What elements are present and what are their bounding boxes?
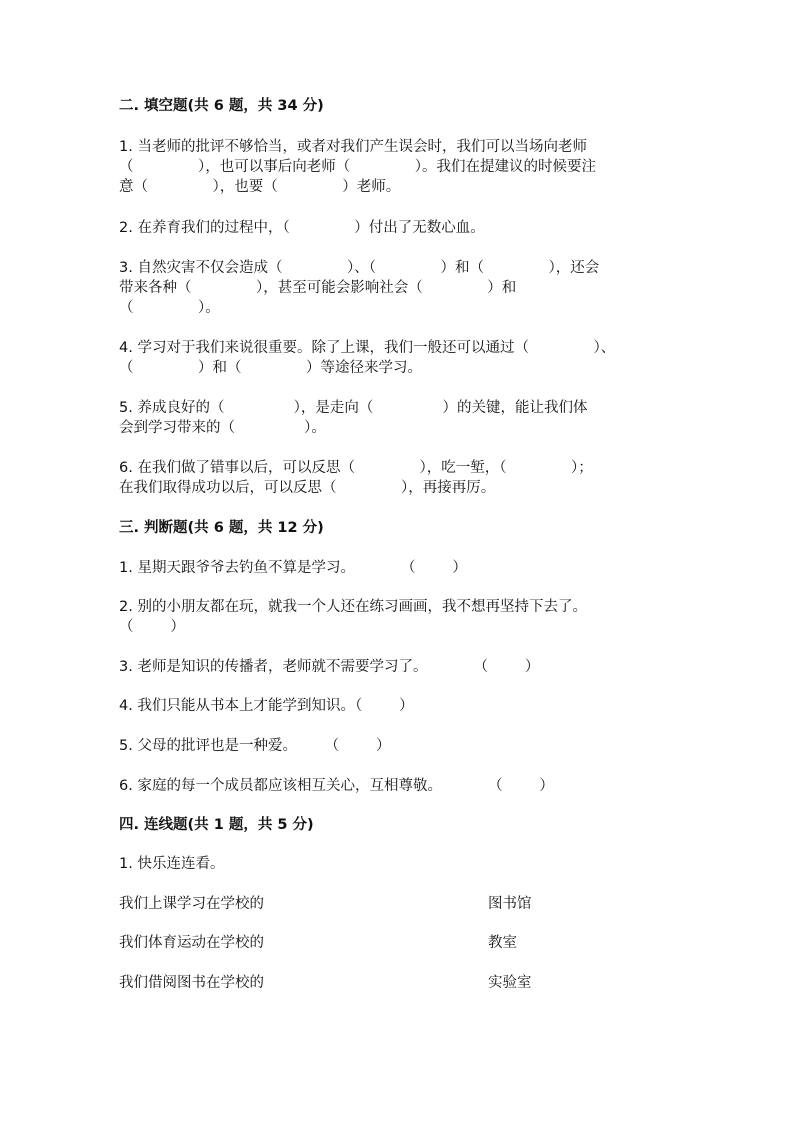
fill-q6-line2: 在我们取得成功以后，可以反思（ ），再接再厉。	[119, 480, 496, 496]
match-left-item: 我们体育运动在学校的	[119, 935, 264, 951]
fill-q4-line2: （ ）和（ ）等途径来学习。	[119, 360, 423, 376]
fill-q1-line2: （ ），也可以事后向老师（ ）。我们在提建议的时候要注	[119, 159, 597, 175]
fill-q1-line3: 意（ ），也要（ ）老师。	[119, 179, 401, 195]
fill-q3-line1: 3. 自然灾害不仅会造成（ ）、（ ）和（ ），还会	[119, 260, 600, 276]
judge-q5: 5. 父母的批评也是一种爱。 （ ）	[119, 738, 391, 754]
fill-q5-line1: 5. 养成良好的（ ），是走向（ ）的关键，能让我们体	[119, 400, 588, 416]
judge-q6: 6. 家庭的每一个成员都应该相互关心，互相尊敬。 （ ）	[119, 778, 554, 794]
match-right-item: 实验室	[488, 975, 532, 991]
judge-q2-line1: 2. 别的小朋友都在玩，就我一个人还在练习画画，我不想再坚持下去了。	[119, 599, 587, 615]
match-left-item: 我们借阅图书在学校的	[119, 975, 264, 991]
section-heading-fill: 二. 填空题(共 6 题，共 34 分)	[119, 98, 324, 114]
fill-q5-line2: 会到学习带来的（ ）。	[119, 420, 326, 436]
fill-q1-line1: 1. 当老师的批评不够恰当，或者对我们产生误会时，我们可以当场向老师	[119, 139, 587, 155]
fill-q6-line1: 6. 在我们做了错事以后，可以反思（ ），吃一堑，（ ）；	[119, 460, 593, 476]
fill-q2-line1: 2. 在养育我们的过程中，（ ）付出了无数心血。	[119, 220, 485, 236]
match-left-item: 我们上课学习在学校的	[119, 896, 264, 912]
match-q1: 1. 快乐连连看。	[119, 856, 225, 872]
judge-q2-line2: （ ）	[119, 619, 185, 635]
judge-q3: 3. 老师是知识的传播者，老师就不需要学习了。 （ ）	[119, 659, 540, 675]
judge-q4: 4. 我们只能从书本上才能学到知识。（ ）	[119, 698, 414, 714]
match-right-item: 图书馆	[488, 896, 532, 912]
section-heading-judge: 三. 判断题(共 6 题，共 12 分)	[119, 520, 324, 536]
fill-q4-line1: 4. 学习对于我们来说很重要。除了上课，我们一般还可以通过（ ）、	[119, 340, 616, 356]
section-heading-match: 四. 连线题(共 1 题，共 5 分)	[119, 817, 314, 833]
match-right-item: 教室	[488, 935, 517, 951]
fill-q3-line3: （ ）。	[119, 300, 220, 316]
judge-q1: 1. 星期天跟爷爷去钓鱼不算是学习。 （ ）	[119, 560, 467, 576]
fill-q3-line2: 带来各种（ ），甚至可能会影响社会（ ）和	[119, 280, 517, 296]
